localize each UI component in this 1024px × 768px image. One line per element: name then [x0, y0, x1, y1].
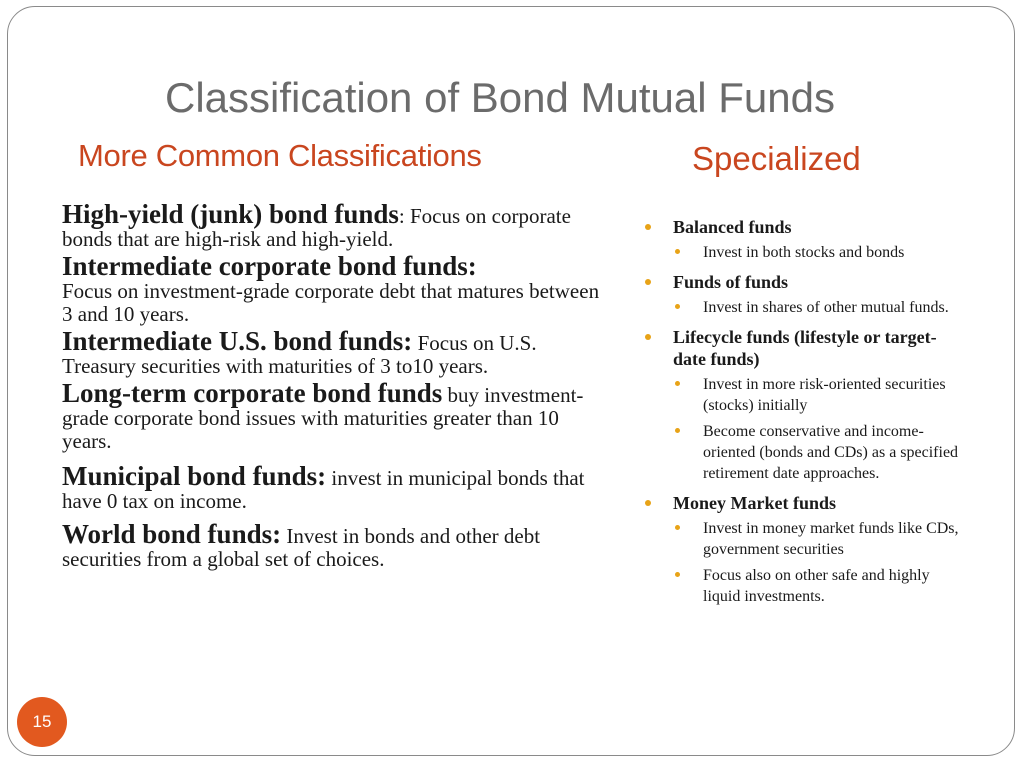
sub-item	[673, 421, 963, 484]
fund-item-intermediate-corporate	[62, 251, 602, 326]
sub-item-text: Become conservative and income-oriented (bonds and CDs) as a specified retirement date approaches.	[703, 423, 959, 482]
slide-title: Classification of Bond Mutual Funds	[164, 74, 835, 121]
category-name: Balanced funds	[673, 217, 792, 237]
fund-name: Intermediate corporate bond funds:	[62, 251, 477, 281]
sub-item-text: Focus also on other safe and highly liquid investments.	[703, 567, 930, 605]
fund-name: World bond funds:	[62, 519, 282, 549]
common-funds-list	[62, 199, 602, 571]
fund-name: Long-term corporate bond funds	[62, 378, 443, 408]
fund-item-world	[62, 519, 602, 571]
fund-item-long-term-corporate	[62, 378, 602, 453]
sub-item-text: Invest in both stocks and bonds	[703, 244, 905, 261]
category-name: Funds of funds	[673, 272, 789, 292]
fund-item-intermediate-us	[62, 326, 602, 378]
fund-description: Invest in bonds and other debt securities from a global set of choices.	[62, 524, 541, 571]
page-number-badge: 15	[17, 697, 67, 747]
sub-list	[673, 518, 963, 607]
sub-list	[673, 242, 963, 263]
bullet-icon	[675, 525, 680, 530]
category-balanced-funds	[643, 216, 963, 263]
category-lifecycle-funds	[643, 326, 963, 484]
common-classifications-heading: More Common Classifications	[78, 138, 482, 173]
bullet-icon	[675, 249, 680, 254]
sub-item	[673, 242, 963, 263]
fund-description: invest in municipal bonds that have 0 tax on income.	[62, 466, 585, 513]
fund-name: Municipal bond funds:	[62, 461, 327, 491]
bullet-icon	[675, 381, 680, 386]
fund-item-municipal	[62, 461, 602, 513]
sub-list	[673, 297, 963, 318]
sub-item	[673, 518, 963, 560]
sub-item	[673, 297, 963, 318]
category-funds-of-funds	[643, 271, 963, 318]
sub-list	[673, 374, 963, 484]
fund-description: Focus on U.S. Treasury securities with maturities of 3 to10 years.	[62, 331, 537, 378]
bullet-icon	[645, 279, 651, 285]
sub-item-text: Invest in money market funds like CDs, government securities	[703, 520, 959, 558]
sub-item	[673, 374, 963, 416]
category-money-market-funds	[643, 492, 963, 607]
bullet-icon	[645, 500, 651, 506]
bullet-icon	[645, 334, 651, 340]
sub-item	[673, 565, 963, 607]
bullet-icon	[675, 304, 680, 309]
fund-description: buy investment-grade corporate bond issues with maturities greater than 10 years.	[62, 383, 584, 453]
sub-item-text: Invest in shares of other mutual funds.	[703, 299, 949, 316]
specialized-funds-list	[643, 216, 963, 607]
bullet-icon	[645, 224, 651, 230]
fund-name: Intermediate U.S. bond funds:	[62, 326, 413, 356]
fund-description: Focus on investment-grade corporate debt that matures between 3 and 10 years.	[62, 279, 600, 326]
sub-item-text: Invest in more risk-oriented securities (stocks) initially	[703, 376, 946, 414]
fund-item-high-yield	[62, 199, 602, 251]
fund-name: High-yield (junk) bond funds	[62, 199, 399, 229]
fund-description: : Focus on corporate bonds that are high-risk and high-yield.	[62, 204, 571, 251]
bullet-icon	[675, 572, 680, 577]
specialized-heading: Specialized	[692, 140, 861, 177]
category-name: Lifecycle funds (lifestyle or target-date funds)	[673, 327, 937, 369]
category-name: Money Market funds	[673, 493, 836, 513]
bullet-icon	[675, 428, 680, 433]
